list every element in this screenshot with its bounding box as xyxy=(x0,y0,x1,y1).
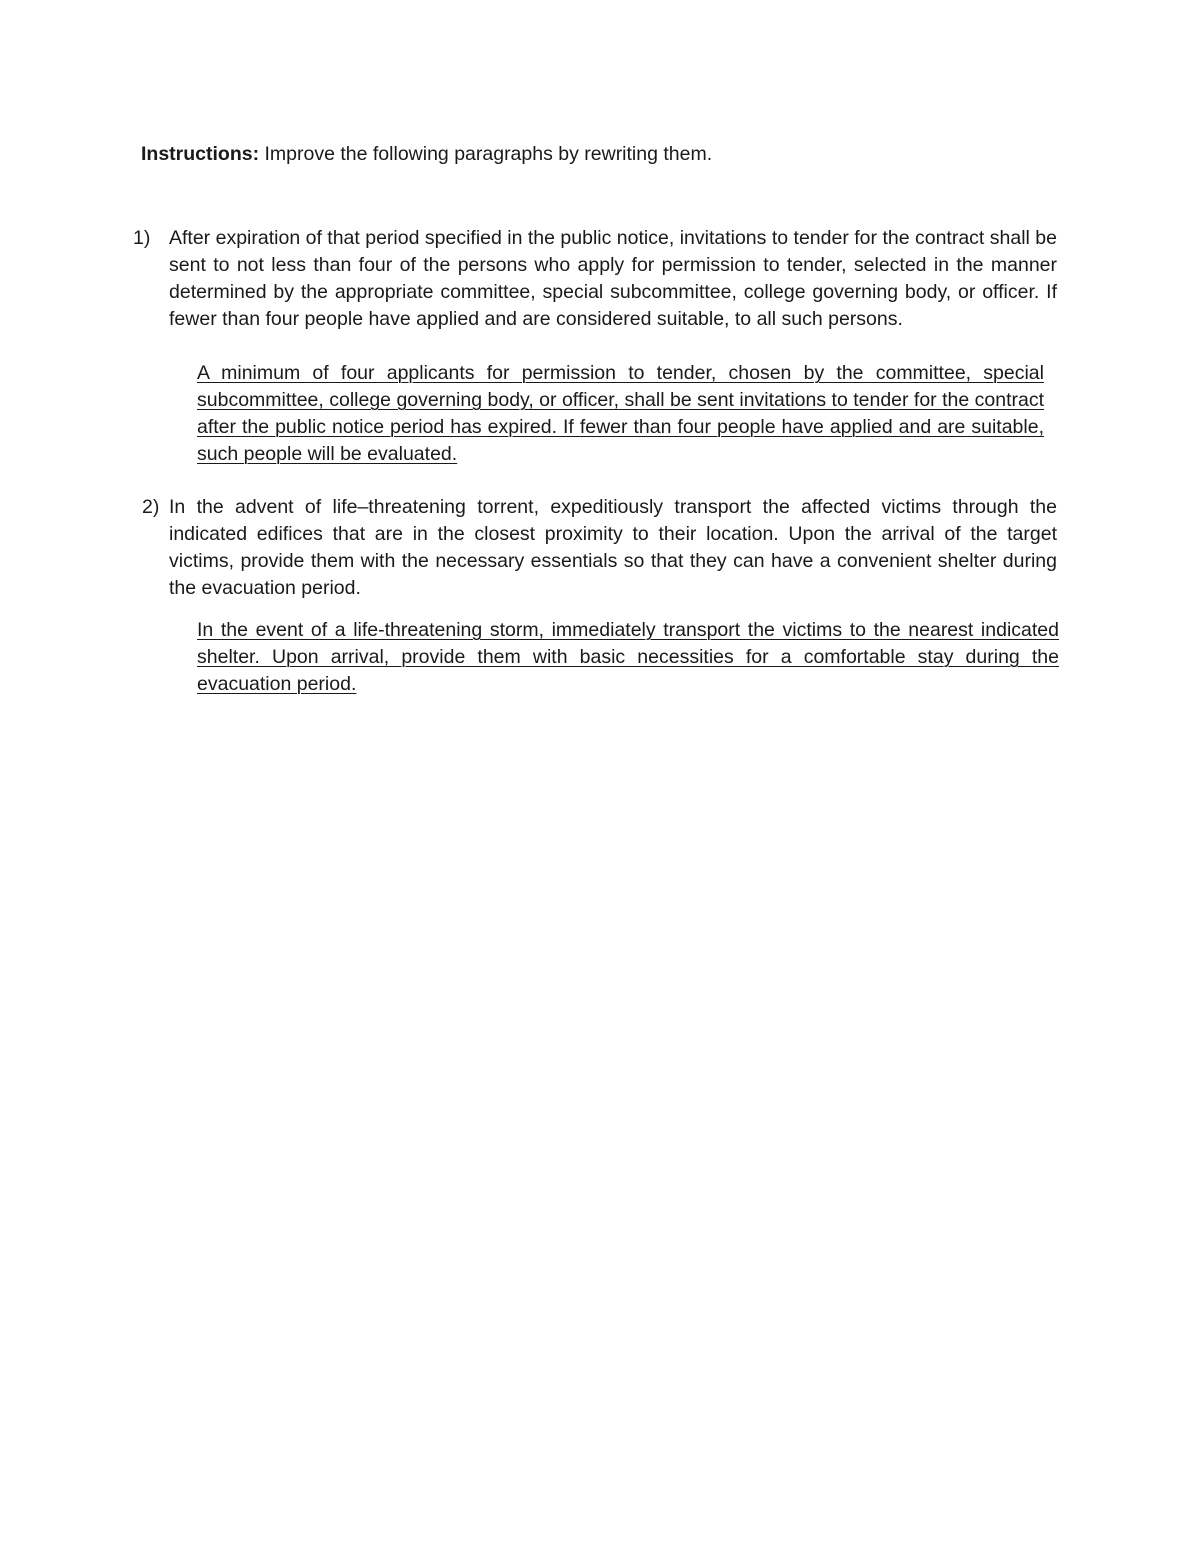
instructions-line xyxy=(141,141,1061,168)
item-number: 1) xyxy=(133,227,151,249)
instructions-label: Instructions: xyxy=(141,143,260,165)
item-number: 2) xyxy=(142,496,160,518)
instructions-text: Improve the following paragraphs by rewriting them. xyxy=(259,143,713,165)
original-paragraph: After expiration of that period specified in the public notice, invitations to tender for the contract shall be sent to not less than four of the persons who apply for permission to tender, selected in the manner determined by the appropriate committee, special subcommittee, college governing body, or officer. If fewer than four people have applied and are considered suitable, to all such persons. xyxy=(169,227,1057,330)
rewritten-paragraph: In the event of a life-threatening storm, immediately transport the victims to the nearest indicated shelter. Upon arrival, provide them with basic necessities for a comfortable stay during the evacuation period. xyxy=(197,619,1059,695)
original-paragraph: In the advent of life–threatening torrent, expeditiously transport the affected victims through the indicated edifices that are in the closest proximity to their location. Upon the arrival of the target victims, provide them with the necessary essentials so that they can have a convenient shelter during the evacuation period. xyxy=(169,496,1057,599)
rewritten-paragraph: A minimum of four applicants for permission to tender, chosen by the committee, special subcommittee, college governing body, or officer, shall be sent invitations to tender for the contract after the public notice period has expired. If fewer than four people have applied and are suitable, such people will be evaluated. xyxy=(197,362,1044,465)
